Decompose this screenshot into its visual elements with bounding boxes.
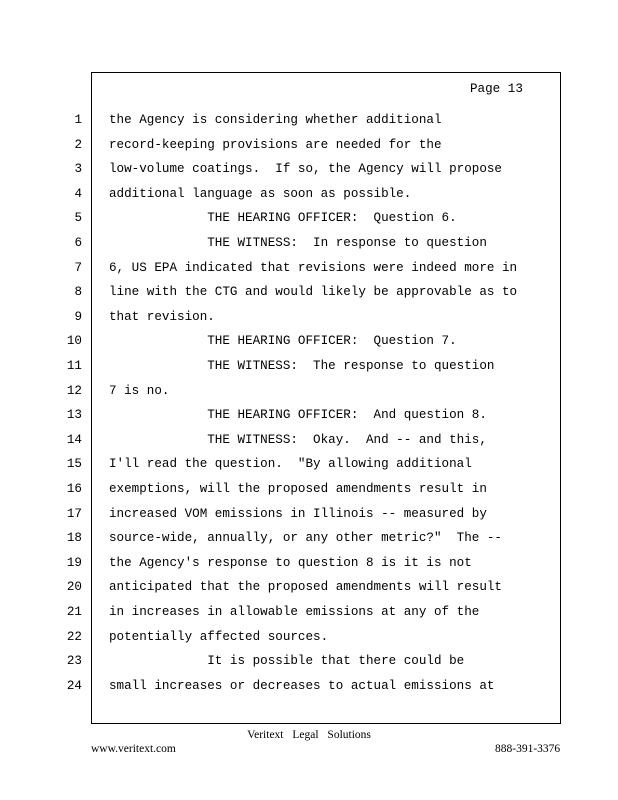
line-number: 20 bbox=[66, 580, 82, 595]
line-number: 11 bbox=[66, 359, 82, 373]
line-number: 21 bbox=[66, 605, 82, 619]
line-number: 2 bbox=[74, 137, 82, 152]
line-number: 14 bbox=[66, 432, 82, 447]
line-number: 15 bbox=[66, 457, 82, 472]
line-number: 7 bbox=[74, 260, 82, 275]
line-number: 9 bbox=[74, 309, 82, 324]
line-number: 19 bbox=[66, 555, 82, 570]
transcript-line: 6, US EPA indicated that revisions were indeed more in bbox=[109, 260, 518, 275]
line-number: 23 bbox=[66, 654, 82, 669]
transcript-line: in increases in allowable emissions at any of the bbox=[109, 605, 480, 619]
transcript-line: exemptions, will the proposed amendments result in bbox=[109, 482, 487, 496]
line-number: 13 bbox=[66, 408, 82, 423]
transcript-line: additional language as soon as possible. bbox=[109, 186, 412, 201]
transcript-line: the Agency is considering whether additional bbox=[109, 113, 442, 127]
transcript-line: increased VOM emissions in Illinois -- measured by bbox=[109, 506, 487, 521]
transcript-line: It is possible that there could be bbox=[109, 654, 465, 669]
transcript-line: line with the CTG and would likely be approvable as to bbox=[109, 285, 518, 300]
line-number: 12 bbox=[66, 383, 82, 398]
transcript-line: THE WITNESS: In response to question bbox=[109, 236, 487, 250]
transcript-line: the Agency's response to question 8 is it is not bbox=[109, 555, 472, 570]
transcript-line: I'll read the question. "By allowing additional bbox=[109, 457, 472, 472]
transcript-line: THE HEARING OFFICER: Question 6. bbox=[109, 211, 457, 226]
line-number: 6 bbox=[74, 236, 82, 250]
line-number: 1 bbox=[74, 113, 82, 127]
line-number: 16 bbox=[66, 482, 82, 496]
transcript-line: potentially affected sources. bbox=[109, 629, 329, 644]
line-number: 22 bbox=[66, 629, 82, 644]
transcript-line: THE WITNESS: Okay. And -- and this, bbox=[109, 432, 487, 447]
footer-phone: 888-391-3376 bbox=[495, 743, 561, 755]
line-number: 24 bbox=[66, 678, 82, 693]
line-number: 8 bbox=[74, 285, 82, 300]
transcript-line: 7 is no. bbox=[109, 383, 170, 398]
line-number: 18 bbox=[66, 531, 82, 546]
transcript-line: that revision. bbox=[109, 309, 215, 324]
transcript-line: low-volume coatings. If so, the Agency will propose bbox=[109, 162, 502, 177]
transcript-line: record-keeping provisions are needed for the bbox=[109, 137, 442, 152]
transcript-line: anticipated that the proposed amendments will result bbox=[109, 580, 502, 595]
line-number: 3 bbox=[74, 162, 82, 177]
transcript-line: source-wide, annually, or any other metric?" The -- bbox=[109, 531, 502, 546]
transcript-line: THE HEARING OFFICER: And question 8. bbox=[109, 408, 487, 423]
transcript-line: small increases or decreases to actual emissions at bbox=[109, 678, 495, 693]
transcript-line: THE WITNESS: The response to question bbox=[109, 359, 495, 373]
footer-company-name: Veritext Legal Solutions bbox=[247, 729, 371, 741]
line-number: 5 bbox=[74, 211, 82, 226]
transcript-line: THE HEARING OFFICER: Question 7. bbox=[109, 334, 457, 349]
line-number: 10 bbox=[66, 334, 82, 349]
footer-website: www.veritext.com bbox=[91, 743, 176, 755]
line-number: 17 bbox=[66, 506, 82, 521]
page-number: Page 13 bbox=[470, 82, 523, 96]
line-number: 4 bbox=[74, 186, 82, 201]
